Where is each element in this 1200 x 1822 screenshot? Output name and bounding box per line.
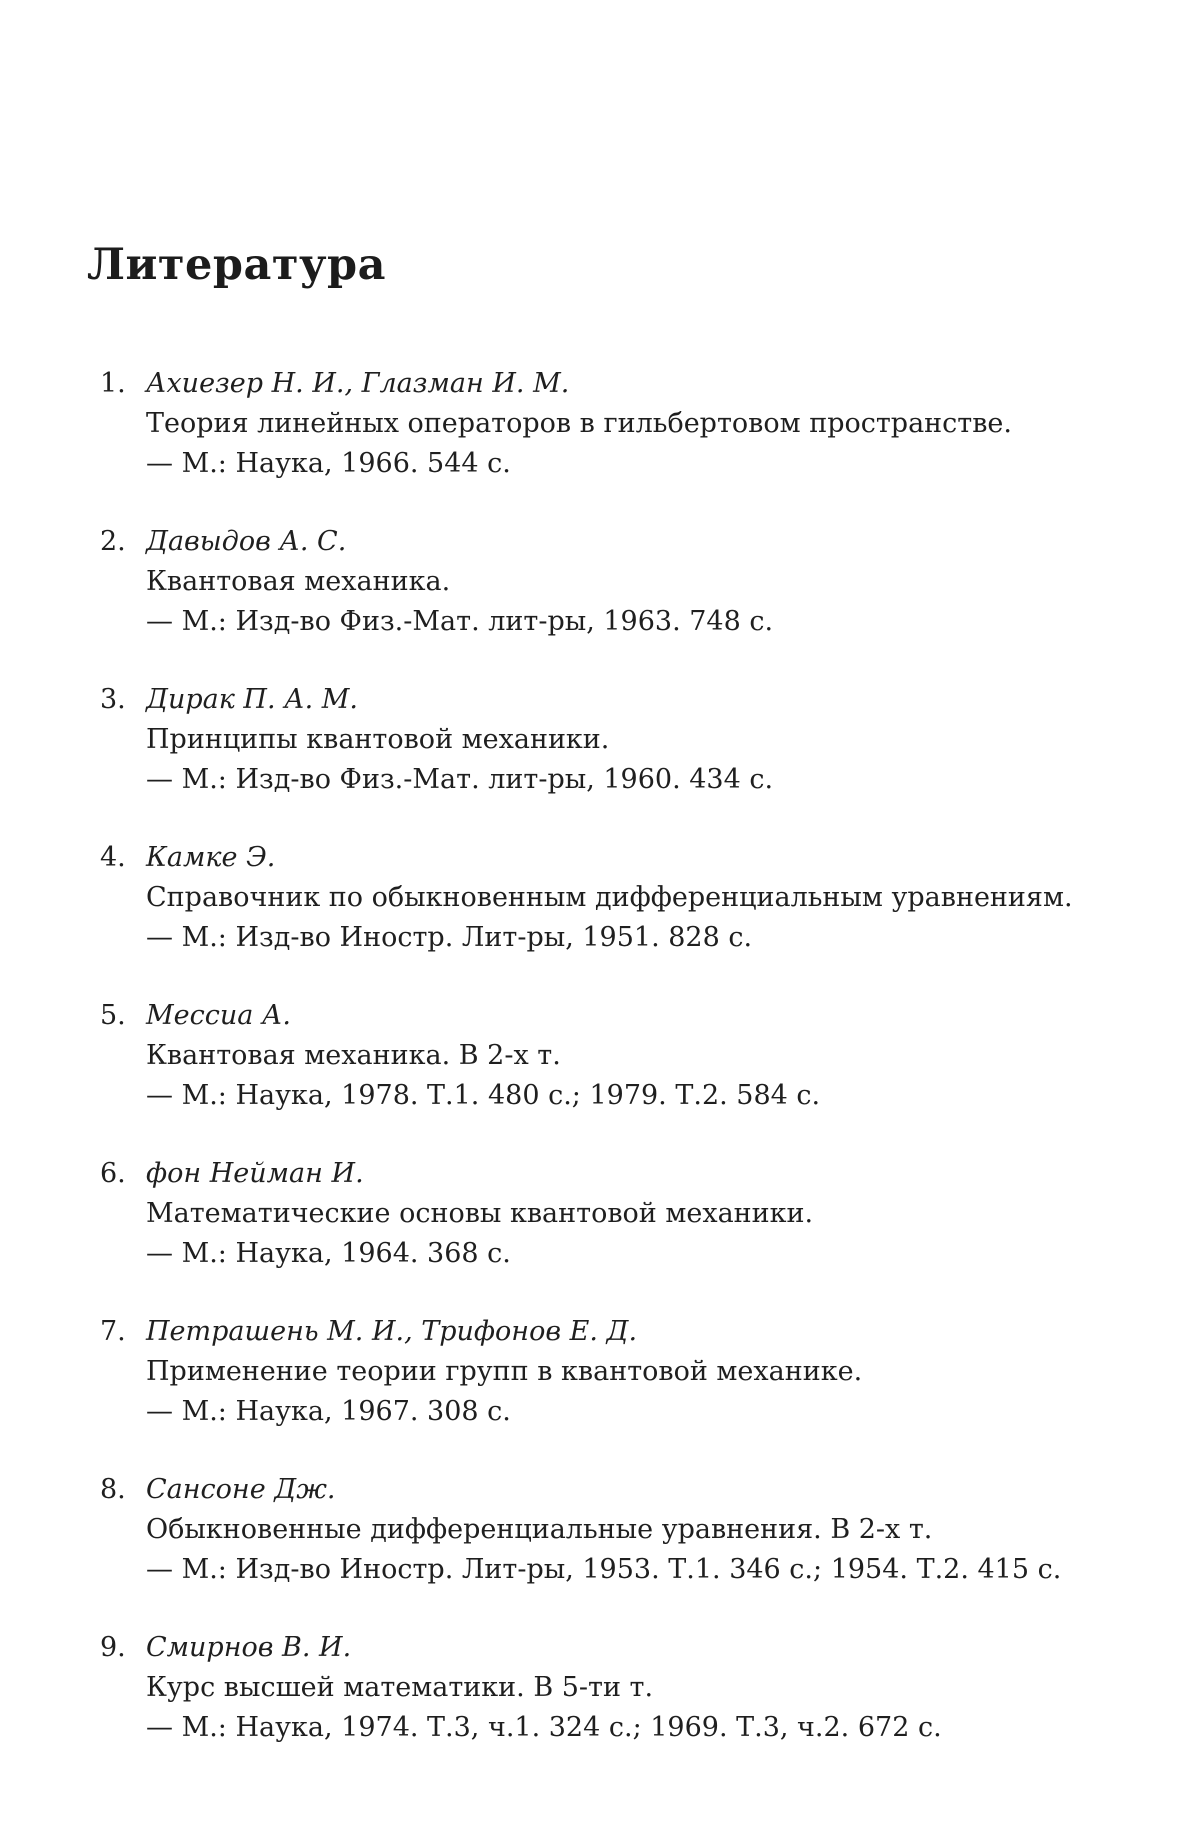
reference-number: 5.	[100, 1000, 126, 1031]
reference-author: Ахиезер Н. И., Глазман И. М.	[146, 368, 570, 399]
reference-author: Сансоне Дж.	[146, 1474, 336, 1505]
reference-number: 7.	[100, 1316, 126, 1347]
reference-author: Давыдов А. С.	[146, 526, 347, 557]
reference-title: Математические основы квантовой механики.	[146, 1198, 814, 1229]
reference-author: Смирнов В. И.	[146, 1632, 352, 1663]
reference-publisher: — М.: Изд-во Физ.-Мат. лит-ры, 1960. 434 с.	[146, 764, 774, 795]
reference-number: 8.	[100, 1474, 126, 1505]
reference-author: Дирак П. А. М.	[146, 684, 358, 715]
reference-title: Квантовая механика. В 2-х т.	[146, 1040, 561, 1071]
page-title: Литература	[87, 240, 386, 290]
reference-publisher: — М.: Наука, 1964. 368 с.	[146, 1238, 511, 1269]
reference-number: 9.	[100, 1632, 126, 1663]
reference-title: Справочник по обыкновенным дифференциальным уравнениям.	[146, 882, 1073, 913]
reference-title: Обыкновенные дифференциальные уравнения. В 2-х т.	[146, 1514, 933, 1545]
reference-item	[0, 838, 1200, 996]
reference-author: Петрашень М. И., Трифонов Е. Д.	[146, 1316, 638, 1347]
reference-publisher: — М.: Изд-во Физ.-Мат. лит-ры, 1963. 748 с.	[146, 606, 774, 637]
reference-publisher: — М.: Наука, 1978. Т.1. 480 с.; 1979. Т.2. 584 с.	[146, 1080, 821, 1111]
reference-item	[0, 1628, 1200, 1786]
reference-number: 2.	[100, 526, 126, 557]
reference-author: Камке Э.	[146, 842, 276, 873]
reference-number: 4.	[100, 842, 126, 873]
reference-author: Мессиа А.	[146, 1000, 291, 1031]
reference-list	[0, 364, 1200, 1786]
reference-title: Принципы квантовой механики.	[146, 724, 610, 755]
reference-publisher: — М.: Изд-во Иностр. Лит-ры, 1953. Т.1. 346 с.; 1954. Т.2. 415 с.	[146, 1554, 1062, 1585]
reference-publisher: — М.: Наука, 1966. 544 с.	[146, 448, 511, 479]
reference-title: Теория линейных операторов в гильбертовом пространстве.	[146, 408, 1012, 439]
reference-item	[0, 522, 1200, 680]
reference-item	[0, 1312, 1200, 1470]
reference-number: 3.	[100, 684, 126, 715]
reference-number: 6.	[100, 1158, 126, 1189]
reference-publisher: — М.: Наука, 1967. 308 с.	[146, 1396, 511, 1427]
reference-item	[0, 1470, 1200, 1628]
reference-title: Курс высшей математики. В 5-ти т.	[146, 1672, 654, 1703]
reference-publisher: — М.: Наука, 1974. Т.3, ч.1. 324 с.; 1969. Т.3, ч.2. 672 с.	[146, 1712, 942, 1743]
reference-item	[0, 680, 1200, 838]
reference-item	[0, 1154, 1200, 1312]
reference-item	[0, 364, 1200, 522]
reference-title: Применение теории групп в квантовой механике.	[146, 1356, 863, 1387]
reference-author: фон Нейман И.	[146, 1158, 364, 1189]
reference-item	[0, 996, 1200, 1154]
reference-publisher: — М.: Изд-во Иностр. Лит-ры, 1951. 828 с.	[146, 922, 753, 953]
reference-title: Квантовая механика.	[146, 566, 451, 597]
reference-number: 1.	[100, 368, 126, 399]
